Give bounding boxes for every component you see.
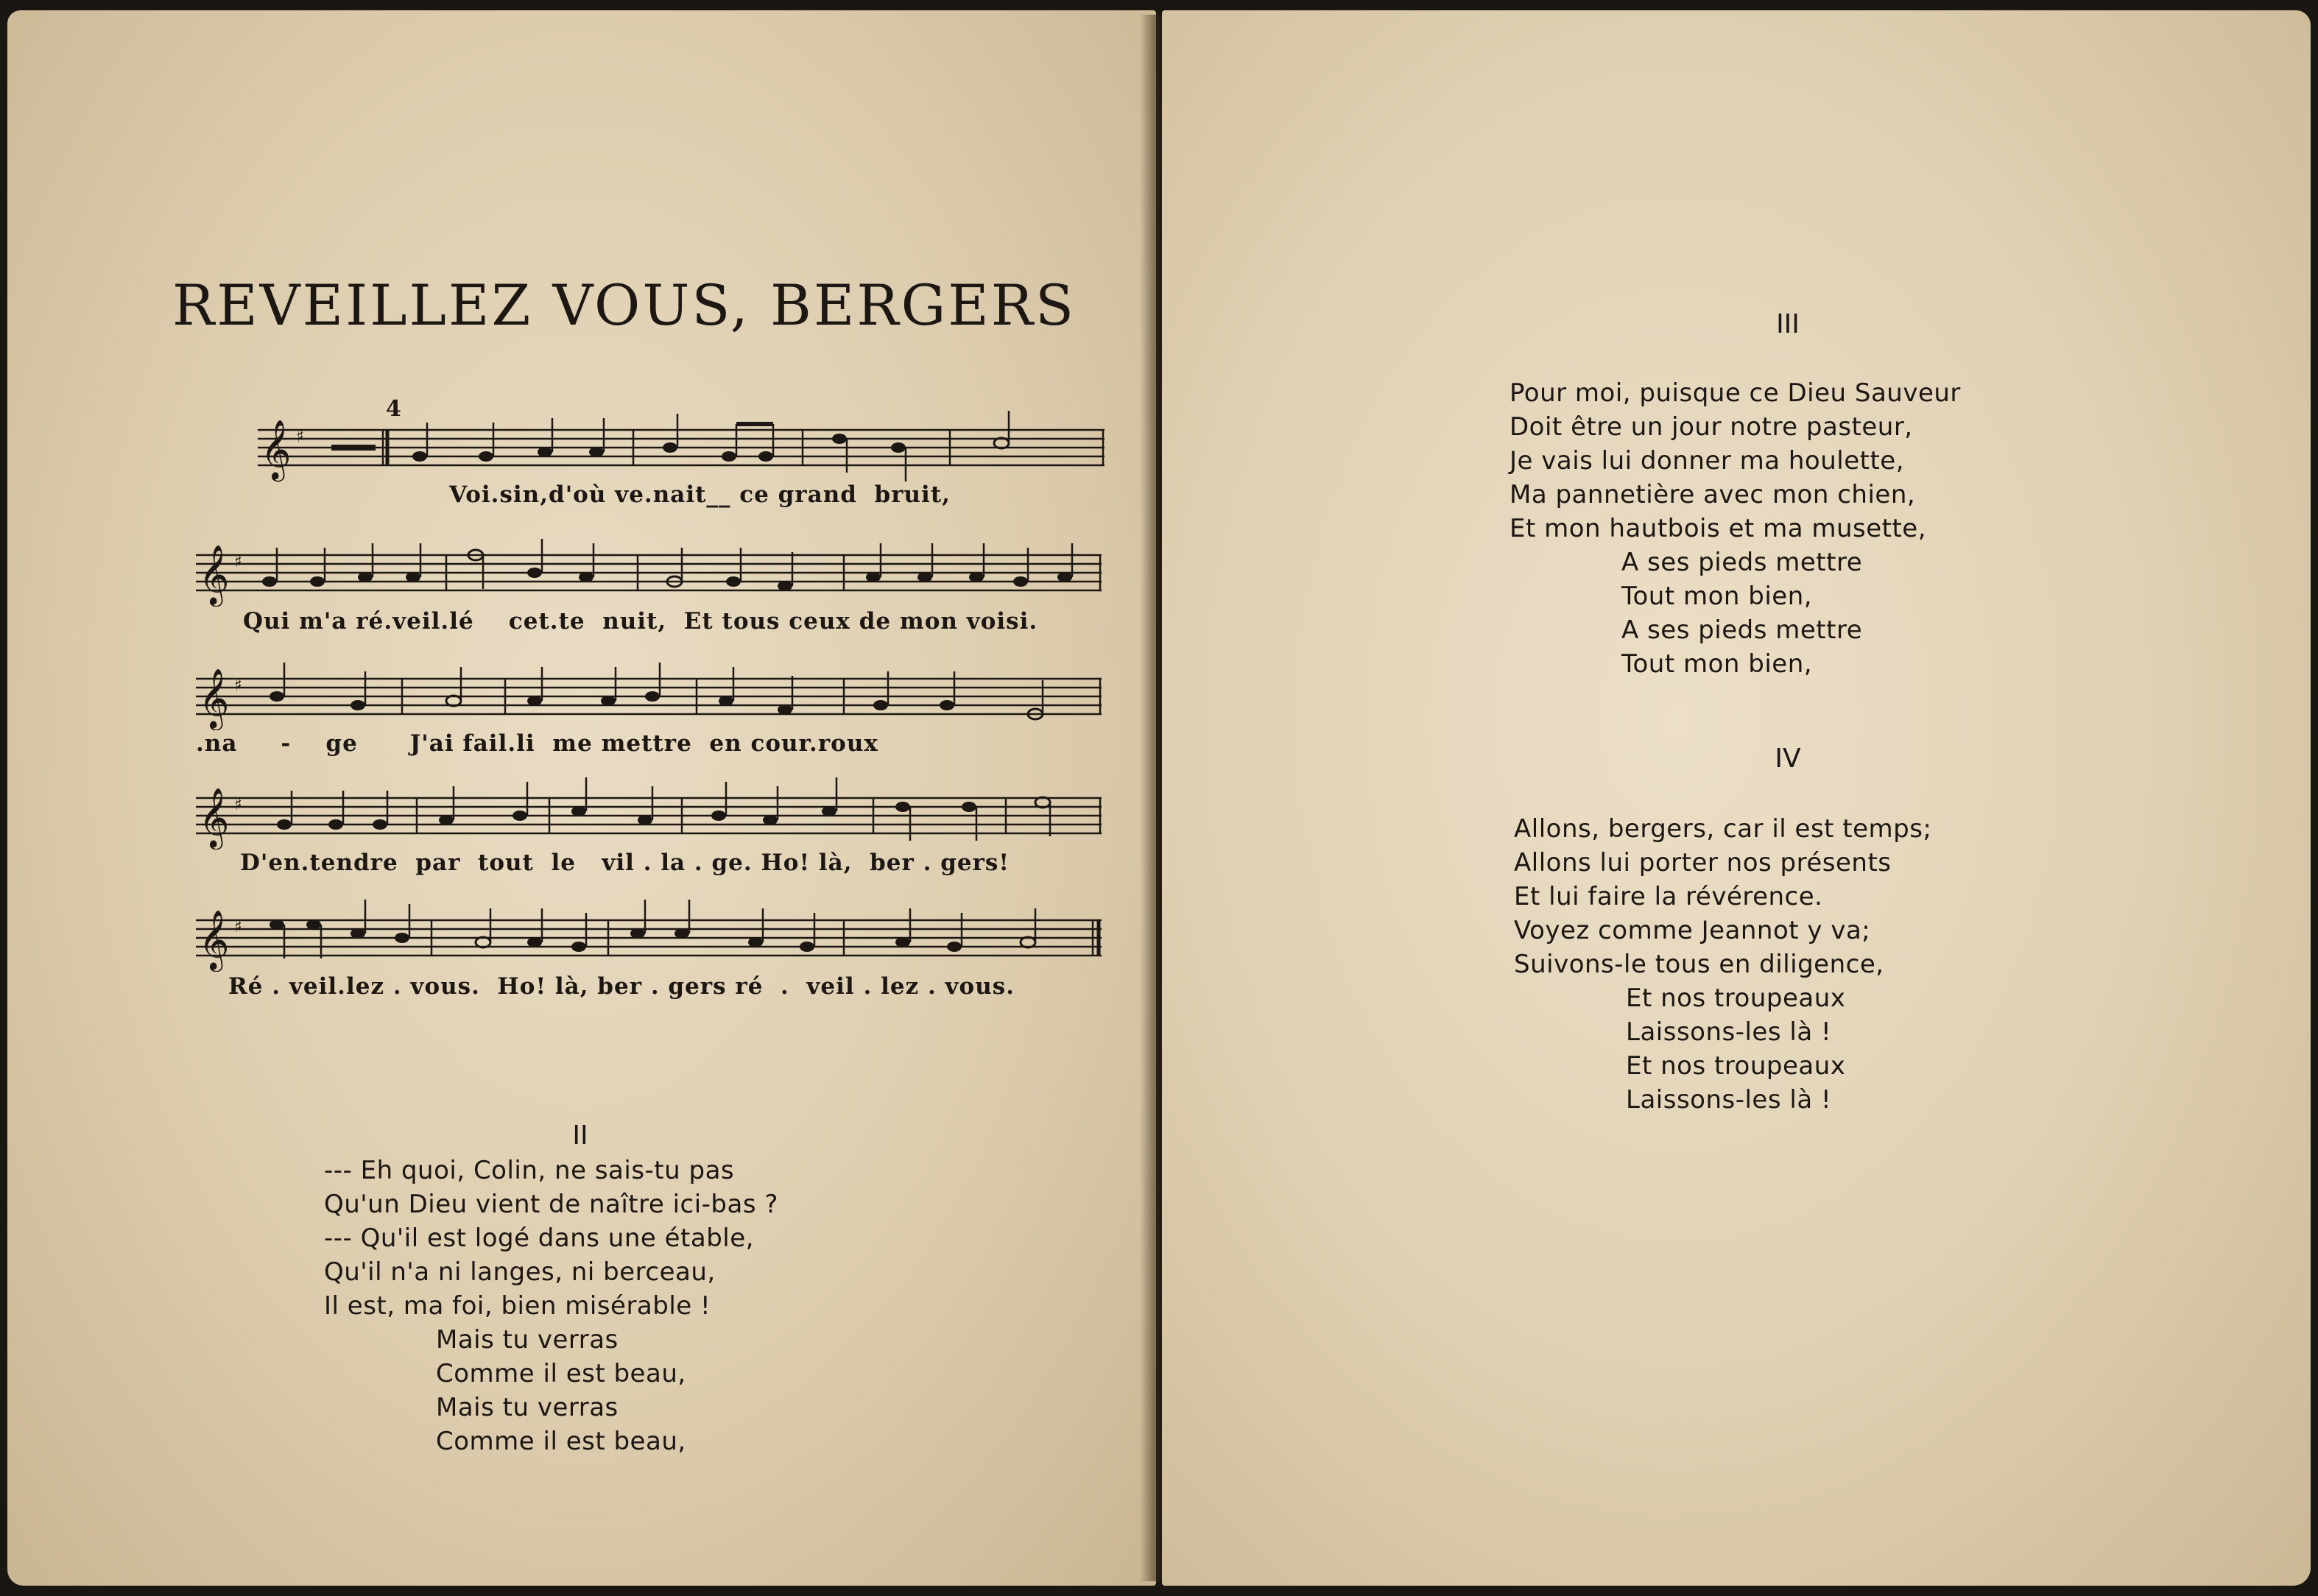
music-staff-line-1 <box>258 396 1112 526</box>
svg-text:𝄞: 𝄞 <box>199 668 230 728</box>
svg-text:𝄞: 𝄞 <box>199 909 230 970</box>
lyrics-line-4: D'en.tendre par tout le vil . la . ge. Ho! là, ber . gers! <box>240 850 1010 876</box>
right-page <box>1162 10 2311 1586</box>
verse-line: Comme il est beau, <box>436 1427 686 1456</box>
verse-line: Il est, ma foi, bien misérable ! <box>324 1291 711 1321</box>
stanza-number: IV <box>1775 744 1801 774</box>
svg-text:♯: ♯ <box>234 796 242 814</box>
svg-text:𝄞: 𝄞 <box>199 787 230 847</box>
verse-line: Et lui faire la révérence. <box>1514 882 1823 911</box>
svg-text:𝄞: 𝄞 <box>199 544 230 604</box>
verse-line: Allons lui porter nos présents <box>1514 848 1892 878</box>
verse-line: Voyez comme Jeannot y va; <box>1514 916 1871 945</box>
verse-line: Laissons-les là ! <box>1626 1085 1832 1115</box>
verse-line: Tout mon bien, <box>1621 582 1813 611</box>
verse-line: Et nos troupeaux <box>1626 984 1846 1013</box>
staff-notation <box>196 769 1109 850</box>
svg-text:♯: ♯ <box>296 428 304 446</box>
rest-count: 4 <box>386 396 401 422</box>
lyrics-line-5: Ré . veil.lez . vous. Ho! là, ber . gers ré . veil . lez . vous. <box>228 973 1015 1000</box>
verse-line: Je vais lui donner ma houlette, <box>1509 446 1905 476</box>
verse-line: Tout mon bien, <box>1621 649 1813 679</box>
svg-text:♯: ♯ <box>234 677 242 695</box>
verse-line: Et nos troupeaux <box>1626 1051 1846 1081</box>
verse-line: Laissons-les là ! <box>1626 1017 1832 1047</box>
lyrics-line-3: .na - ge J'ai fail.li me mettre en cour.roux <box>196 730 878 757</box>
left-page <box>7 10 1156 1586</box>
staff-notation <box>196 649 1109 730</box>
verse-line: Pour moi, puisque ce Dieu Sauveur <box>1509 378 1961 408</box>
verse-line: --- Qu'il est logé dans une étable, <box>324 1224 754 1253</box>
stanza-number: III <box>1776 309 1800 339</box>
verse-line: Mais tu verras <box>436 1325 619 1355</box>
svg-text:♯: ♯ <box>234 553 242 571</box>
verse-line: Ma pannetière avec mon chien, <box>1509 480 1916 509</box>
verse-line: Doit être un jour notre pasteur, <box>1509 412 1913 442</box>
verse-line: Allons, bergers, car il est temps; <box>1514 814 1932 844</box>
verse-line: Mais tu verras <box>436 1393 619 1422</box>
svg-text:♯: ♯ <box>234 918 242 936</box>
verse-line: Suivons-le tous en diligence, <box>1514 950 1884 979</box>
lyrics-line-2: Qui m'a ré.veil.lé cet.te nuit, Et tous ceux de mon voisi. <box>243 608 1038 635</box>
verse-line: Qu'il n'a ni langes, ni berceau, <box>324 1257 716 1287</box>
svg-text:𝄞: 𝄞 <box>261 419 292 479</box>
verse-line: Comme il est beau, <box>436 1359 686 1388</box>
lyrics-line-1: Voi.sin,d'où ve.nait__ ce grand bruit, <box>449 481 951 508</box>
verse-line: A ses pieds mettre <box>1621 615 1863 645</box>
stanza-number: II <box>572 1120 588 1151</box>
verse-line: Qu'un Dieu vient de naître ici-bas ? <box>324 1190 778 1219</box>
staff-notation <box>196 891 1109 972</box>
verse-line: A ses pieds mettre <box>1621 548 1863 577</box>
verse-line: --- Eh quoi, Colin, ne sais-tu pas <box>324 1156 735 1185</box>
verse-line: Et mon hautbois et ma musette, <box>1509 514 1927 543</box>
song-title: REVEILLEZ VOUS, BERGERS <box>172 272 1077 338</box>
staff-notation <box>196 526 1109 607</box>
